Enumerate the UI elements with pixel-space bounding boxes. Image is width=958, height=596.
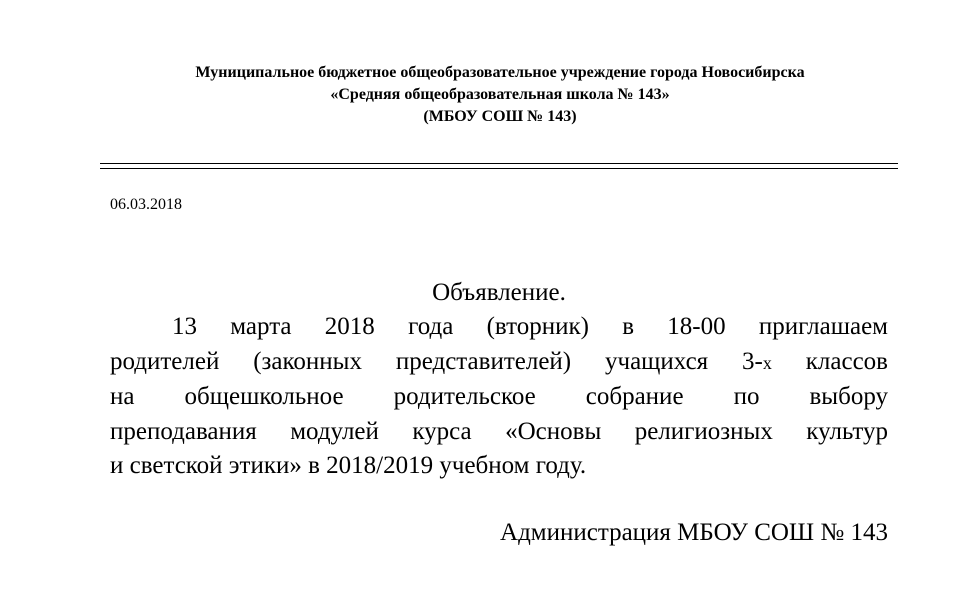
announcement-line-4: преподавания модулей курса «Основы религиозных культур: [110, 417, 888, 445]
header-line-1: Муниципальное бюджетное общеобразовательное учреждение города Новосибирска: [195, 64, 805, 81]
announcement-body: [110, 310, 888, 484]
header-line-2: «Средняя общеобразовательная школа № 143»: [330, 86, 670, 103]
announcement-line-2: [110, 345, 888, 381]
announcement-line-2-part-a: родителей (законных представителей) учащихся 3-: [110, 347, 763, 375]
signature: Администрация МБОУ СОШ № 143: [500, 519, 888, 546]
header-line-3: (МБОУ СОШ № 143): [423, 108, 577, 125]
header-divider-thick: [100, 163, 898, 164]
institution-header: [100, 62, 900, 128]
announcement-line-1: 13 марта 2018 года (вторник) в 18-00 приглашаем: [172, 313, 888, 340]
announcement-line-2-suffix: х: [762, 352, 772, 373]
announcement-line-2-part-b: классов: [771, 347, 888, 375]
announcement-line-5: и светской этики» в 2018/2019 учебном году.: [110, 452, 587, 479]
header-divider-thin: [100, 168, 898, 169]
document-date: 06.03.2018: [110, 196, 182, 213]
announcement-line-3: на общешкольное родительское собрание по выбору: [110, 383, 888, 410]
announcement-title: Объявление.: [432, 279, 566, 306]
